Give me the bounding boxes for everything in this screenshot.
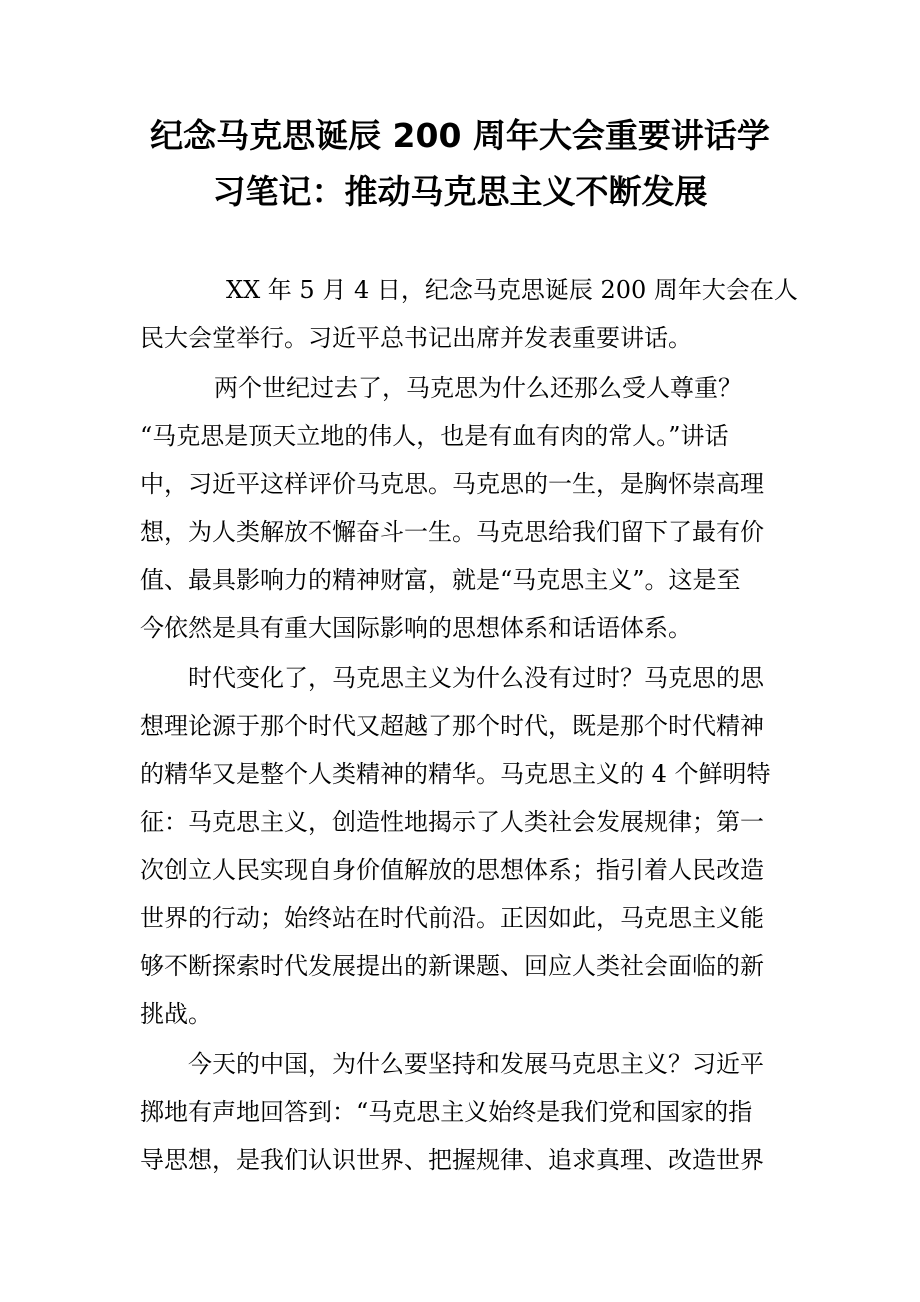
document-title xyxy=(120,108,800,220)
paragraph-line: 导思想，是我们认识世界、把握规律、追求真理、改造世界 xyxy=(140,1146,764,1174)
paragraph-1 xyxy=(140,266,798,362)
paragraph-4 xyxy=(140,1040,790,1184)
paragraph-line: 今天的中国，为什么要坚持和发展马克思主义？习近平 xyxy=(188,1050,764,1078)
paragraph-line: 中，习近平这样评价马克思。马克思的一生，是胸怀崇高理 xyxy=(140,470,764,498)
paragraph-line: “马克思是顶天立地的伟人，也是有血有肉的常人。”讲话 xyxy=(140,422,729,450)
paragraph-line: 掷地有声地回答到：“马克思主义始终是我们党和国家的指 xyxy=(140,1098,753,1126)
paragraph-line: 征：马克思主义，创造性地揭示了人类社会发展规律；第一 xyxy=(140,808,764,836)
paragraph-3 xyxy=(140,654,790,1038)
paragraph-line: 两个世纪过去了，马克思为什么还那么受人尊重？ xyxy=(214,374,742,402)
paragraph-2 xyxy=(140,364,790,652)
paragraph-line: 够不断探索时代发展提出的新课题、回应人类社会面临的新 xyxy=(140,952,764,980)
paragraph-line: 值、最具影响力的精神财富，就是“马克思主义”。这是至 xyxy=(140,566,741,594)
title-line: 习笔记：推动马克思主义不断发展 xyxy=(212,172,708,211)
paragraph-line: 世界的行动；始终站在时代前沿。正因如此，马克思主义能 xyxy=(140,904,764,932)
paragraph-line: 挑战。 xyxy=(140,1000,212,1028)
paragraph-line: XX 年 5 月 4 日，纪念马克思诞辰 200 周年大会在人 xyxy=(226,276,798,304)
title-line: 纪念马克思诞辰 200 周年大会重要讲话学 xyxy=(150,116,770,155)
paragraph-line: 今依然是具有重大国际影响的思想体系和话语体系。 xyxy=(140,614,692,642)
paragraph-line: 想，为人类解放不懈奋斗一生。马克思给我们留下了最有价 xyxy=(140,518,764,546)
paragraph-line: 的精华又是整个人类精神的精华。马克思主义的 4 个鲜明特 xyxy=(140,760,771,788)
paragraph-line: 民大会堂举行。习近平总书记出席并发表重要讲话。 xyxy=(140,324,692,352)
paragraph-line: 想理论源于那个时代又超越了那个时代，既是那个时代精神 xyxy=(140,712,764,740)
document-body xyxy=(140,266,798,1186)
paragraph-line: 时代变化了，马克思主义为什么没有过时？马克思的思 xyxy=(188,664,764,692)
paragraph-line: 次创立人民实现自身价值解放的思想体系；指引着人民改造 xyxy=(140,856,764,884)
